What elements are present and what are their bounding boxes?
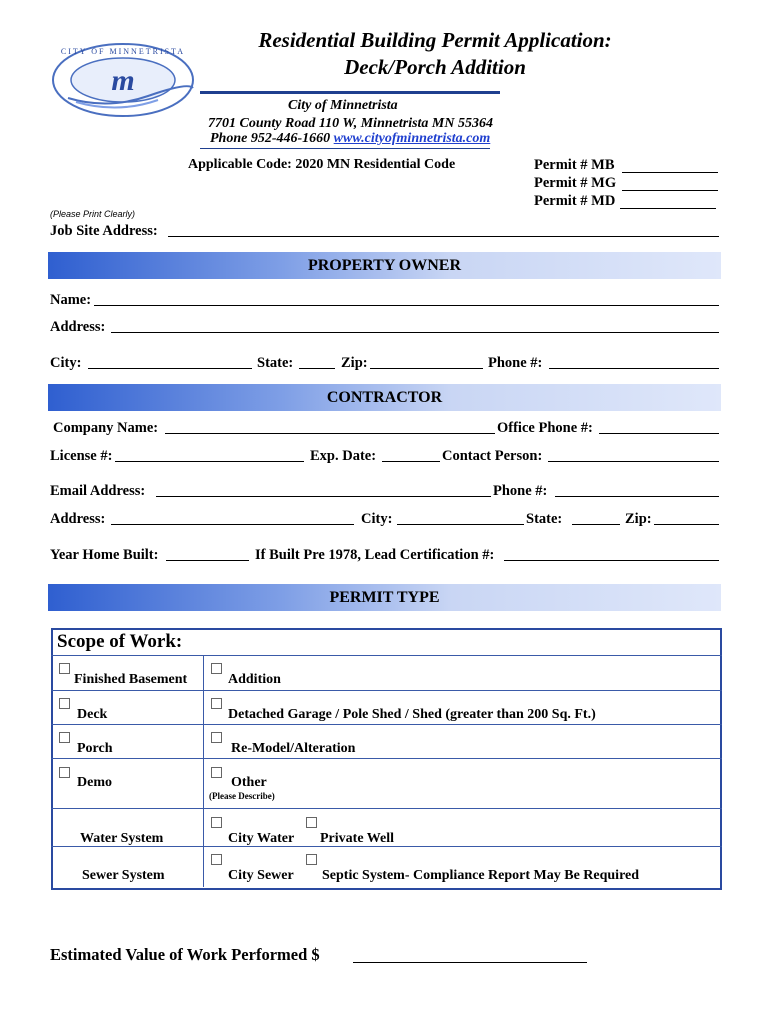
city-logo-graphic xyxy=(48,40,198,120)
print-clearly-note: (Please Print Clearly) xyxy=(50,209,136,219)
estimated-value-field[interactable] xyxy=(353,962,587,963)
addition-label: Addition xyxy=(228,672,281,687)
permit-md-label: Permit # MD xyxy=(534,193,616,209)
contractor-header: CONTRACTOR xyxy=(48,384,721,411)
city-name: City of Minnetrista xyxy=(288,98,398,113)
owner-zip-field[interactable] xyxy=(370,368,483,369)
city-sewer-label: City Sewer xyxy=(228,868,294,883)
owner-phone-label: Phone #: xyxy=(488,355,543,371)
form-title-line2: Deck/Porch Addition xyxy=(344,55,526,79)
city-water-checkbox[interactable] xyxy=(211,817,222,828)
deck-label: Deck xyxy=(77,707,108,722)
job-site-label: Job Site Address: xyxy=(50,223,158,239)
owner-phone-field[interactable] xyxy=(549,368,719,369)
demo-label: Demo xyxy=(77,775,112,790)
scope-divider xyxy=(51,655,722,656)
scope-divider xyxy=(51,758,722,759)
permit-mb-label: Permit # MB xyxy=(534,157,615,173)
remodel-checkbox[interactable] xyxy=(211,732,222,743)
city-logo xyxy=(48,40,198,120)
exp-date-label: Exp. Date: xyxy=(310,448,377,464)
header-rule-2 xyxy=(200,148,490,149)
permit-mg-label: Permit # MG xyxy=(534,175,617,191)
city-sewer-checkbox[interactable] xyxy=(211,854,222,865)
contact-person-label: Contact Person: xyxy=(442,448,543,464)
office-phone-label: Office Phone #: xyxy=(497,420,593,436)
water-system-label: Water System xyxy=(80,831,164,846)
header-rule xyxy=(200,91,500,94)
email-label: Email Address: xyxy=(50,483,146,499)
year-built-field[interactable] xyxy=(166,560,249,561)
contractor-phone-field[interactable] xyxy=(555,496,719,497)
contractor-address-field[interactable] xyxy=(111,524,354,525)
porch-label: Porch xyxy=(77,741,113,756)
septic-checkbox[interactable] xyxy=(306,854,317,865)
contractor-city-field[interactable] xyxy=(397,524,524,525)
permit-mg-field[interactable] xyxy=(622,190,718,191)
permit-md-field[interactable] xyxy=(620,208,716,209)
scope-title: Scope of Work: xyxy=(57,631,183,652)
owner-name-field[interactable] xyxy=(94,305,719,306)
logo-mark: m xyxy=(111,64,135,97)
contact-person-field[interactable] xyxy=(548,461,719,462)
owner-name-label: Name: xyxy=(50,292,92,308)
company-name-label: Company Name: xyxy=(53,420,159,436)
lead-cert-field[interactable] xyxy=(504,560,719,561)
lead-cert-label: If Built Pre 1978, Lead Certification #: xyxy=(255,547,495,563)
scope-divider xyxy=(51,724,722,725)
owner-state-label: State: xyxy=(257,355,294,371)
contractor-zip-label: Zip: xyxy=(625,511,652,527)
owner-address-field[interactable] xyxy=(111,332,719,333)
company-name-field[interactable] xyxy=(165,433,495,434)
septic-label: Septic System- Compliance Report May Be Required xyxy=(322,868,640,883)
detached-garage-checkbox[interactable] xyxy=(211,698,222,709)
addition-checkbox[interactable] xyxy=(211,663,222,674)
detached-garage-label: Detached Garage / Pole Shed / Shed (greater than 200 Sq. Ft.) xyxy=(228,707,596,722)
private-well-label: Private Well xyxy=(320,831,394,846)
job-site-field[interactable] xyxy=(168,236,719,237)
scope-of-work-table xyxy=(51,628,722,890)
form-title-line1: Residential Building Permit Application: xyxy=(258,28,612,52)
scope-divider xyxy=(51,808,722,809)
office-phone-field[interactable] xyxy=(599,433,719,434)
porch-checkbox[interactable] xyxy=(59,732,70,743)
city-website-link[interactable]: www.cityofminnetrista.com xyxy=(333,131,491,146)
owner-address-label: Address: xyxy=(50,319,106,335)
sewer-system-label: Sewer System xyxy=(82,868,165,883)
contractor-city-label: City: xyxy=(361,511,393,527)
finished-basement-label: Finished Basement xyxy=(74,672,188,687)
exp-date-field[interactable] xyxy=(382,461,440,462)
city-water-label: City Water xyxy=(228,831,295,846)
property-owner-header: PROPERTY OWNER xyxy=(48,252,721,279)
estimated-value-label: Estimated Value of Work Performed $ xyxy=(50,945,320,964)
owner-state-field[interactable] xyxy=(299,368,335,369)
deck-checkbox[interactable] xyxy=(59,698,70,709)
license-field[interactable] xyxy=(115,461,304,462)
private-well-checkbox[interactable] xyxy=(306,817,317,828)
remodel-label: Re-Model/Alteration xyxy=(231,741,356,756)
contractor-phone-label: Phone #: xyxy=(493,483,548,499)
please-describe-note: (Please Describe) xyxy=(209,791,275,801)
contractor-state-field[interactable] xyxy=(572,524,620,525)
contractor-state-label: State: xyxy=(526,511,563,527)
email-field[interactable] xyxy=(156,496,491,497)
license-label: License #: xyxy=(50,448,113,464)
permit-type-header: PERMIT TYPE xyxy=(48,584,721,611)
applicable-code: Applicable Code: 2020 MN Residential Code xyxy=(188,157,456,172)
year-built-label: Year Home Built: xyxy=(50,547,159,563)
other-label: Other xyxy=(231,775,267,790)
other-checkbox[interactable] xyxy=(211,767,222,778)
city-contact xyxy=(210,131,610,147)
owner-city-label: City: xyxy=(50,355,82,371)
owner-city-field[interactable] xyxy=(88,368,252,369)
finished-basement-checkbox[interactable] xyxy=(59,663,70,674)
owner-zip-label: Zip: xyxy=(341,355,368,371)
permit-mb-field[interactable] xyxy=(622,172,718,173)
scope-divider xyxy=(51,690,722,691)
logo-text: CITY OF MINNETRISTA xyxy=(60,47,186,56)
scope-column-divider xyxy=(203,655,204,887)
contractor-address-label: Address: xyxy=(50,511,106,527)
contractor-zip-field[interactable] xyxy=(654,524,719,525)
demo-checkbox[interactable] xyxy=(59,767,70,778)
city-address: 7701 County Road 110 W, Minnetrista MN 55364 xyxy=(208,116,493,131)
city-phone: Phone 952-446-1660 xyxy=(210,131,331,146)
